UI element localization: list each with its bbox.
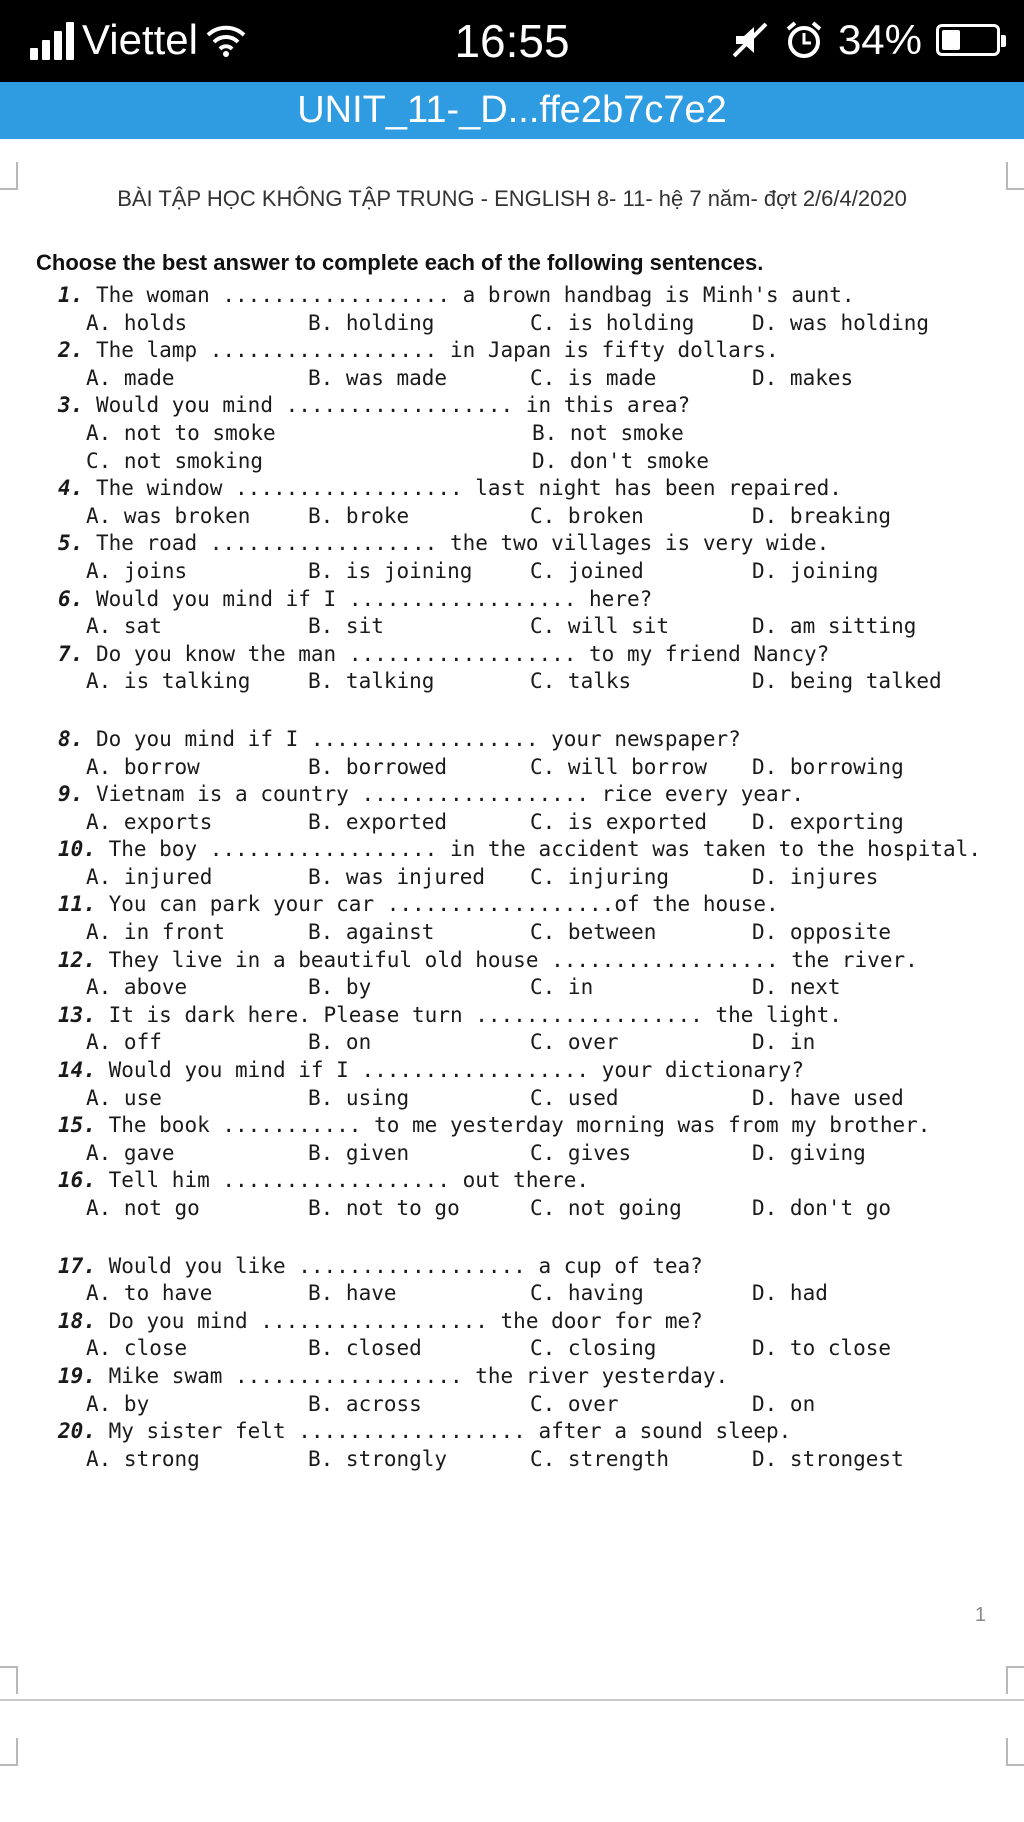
question-text: Do you know the man .................. to my friend Nancy? [95,641,830,666]
answer-option: D. had [752,1281,828,1306]
answer-option: A. not go [86,1196,200,1220]
question-item [58,1057,978,1112]
document-header: BÀI TẬP HỌC KHÔNG TẬP TRUNG - ENGLISH 8- 11- hệ 7 năm- đợt 2/6/4/2020 [117,186,907,211]
answer-option: C. will borrow [530,754,708,779]
question-item [58,1308,978,1363]
question-number: 4. [58,476,84,501]
question-text: Do you mind .................. the door for me? [108,1308,703,1333]
alarm-icon [784,20,824,60]
question-text-line [58,1057,978,1085]
question-item [58,1112,978,1167]
page-corner-mark [1006,1666,1024,1694]
question-number: 11. [58,892,96,917]
question-text: The lamp .................. in Japan is fifty dollars. [95,338,779,363]
question-text: Would you mind if I .................. here? [95,586,653,611]
answer-options [58,310,978,338]
question-text-line [58,1363,978,1391]
answer-options [58,1140,978,1168]
answer-option: C. is exported [530,809,708,834]
answer-option: D. am sitting [752,614,917,639]
answer-option: A. is talking [86,669,251,694]
answer-option: C. not smoking [86,448,264,473]
answer-options [58,974,978,1002]
question-number: 5. [58,531,84,556]
answer-option: C. will sit [530,614,670,639]
answer-option: C. injuring [530,864,670,889]
status-bar [0,0,1024,82]
question-text: Mike swam .................. the river yesterday. [108,1363,729,1388]
answer-option: A. made [86,365,175,390]
answer-option: A. above [86,975,188,1000]
question-number: 7. [58,641,84,666]
answer-option: A. close [86,1336,188,1361]
answer-option: C. over [530,1391,619,1416]
question-text: The road .................. the two villages is very wide. [95,531,830,556]
question-text-line [58,1308,978,1336]
answer-options [58,420,978,475]
question-text: Would you mind if I .................. your dictionary? [108,1058,804,1083]
answer-option: C. used [530,1085,619,1110]
answer-option: A. not to smoke [86,420,276,445]
answer-option: D. next [752,975,841,1000]
answer-option: A. gave [86,1140,175,1165]
battery-fill [942,30,960,50]
question-text: They live in a beautiful old house .................. the river. [108,947,918,972]
section-gap [58,696,978,726]
answer-option: B. was injured [308,864,486,889]
answer-option: A. strong [86,1446,200,1471]
question-text-line [58,1112,978,1140]
section-gap [58,1223,978,1253]
question-text: Tell him .................. out there. [108,1168,590,1193]
answer-option: D. on [752,1391,816,1416]
answer-options [58,1195,978,1223]
question-text: Do you mind if I .................. your newspaper? [95,726,741,751]
answer-option: B. borrowed [308,754,448,779]
answer-option: C. talks [530,669,632,694]
question-text-line [58,337,978,365]
instruction-text: Choose the best answer to complete each of the following sentences. [36,250,764,275]
answer-options [58,365,978,393]
answer-option: B. not smoke [532,420,684,445]
answer-option: A. off [86,1030,162,1055]
question-item [58,1363,978,1418]
question-item [58,1002,978,1057]
question-number: 16. [58,1168,96,1193]
question-text: It is dark here. Please turn .................. the light. [108,1002,842,1027]
answer-option: B. using [308,1085,410,1110]
answer-options [58,864,978,892]
question-text-line [58,392,978,420]
question-item [58,1253,978,1308]
answer-option: B. given [308,1140,410,1165]
mute-icon [730,20,770,60]
question-item [58,475,978,530]
question-item [58,947,978,1002]
answer-option: B. was made [308,365,448,390]
answer-option: D. being talked [752,669,942,694]
question-text: The woman .................. a brown handbag is Minh's aunt. [95,283,855,307]
answer-option: A. by [86,1391,150,1416]
answer-option: C. between [530,920,657,945]
battery-percent: 34% [837,16,922,63]
answer-option: B. exported [308,809,448,834]
answer-option: D. in [752,1030,816,1055]
answer-option: D. don't smoke [532,448,710,473]
answer-option: B. not to go [308,1196,460,1220]
document-title-bar [0,82,1024,139]
answer-option: D. borrowing [752,754,904,779]
question-number: 9. [58,782,84,807]
question-number: 18. [58,1308,96,1333]
answer-option: A. sat [86,614,162,639]
question-text: Vietnam is a country .................. rice every year. [95,782,804,807]
answer-option: A. exports [86,809,213,834]
page-number: 1 [974,1604,986,1626]
question-text-line [58,1167,978,1195]
answer-option: D. injures [752,864,879,889]
answer-option: B. on [308,1030,372,1055]
answer-options [58,503,978,531]
answer-options [58,754,978,782]
question-text-line [58,586,978,614]
answer-options [58,809,978,837]
answer-option: D. joining [752,558,879,583]
answer-option: C. in [530,975,594,1000]
question-item [58,337,978,392]
answer-option: D. makes [752,365,854,390]
answer-option: D. exporting [752,809,904,834]
question-item [58,282,978,337]
answer-option: D. strongest [752,1446,904,1471]
answer-options [58,1085,978,1113]
question-number: 6. [58,586,84,611]
answer-option: B. talking [308,669,435,694]
page-corner-mark [0,1666,18,1694]
question-text-line [58,726,978,754]
answer-options [58,558,978,586]
question-number: 17. [58,1253,96,1278]
answer-option: C. is holding [530,310,695,335]
question-text-line [58,1418,978,1446]
answer-option: A. joins [86,558,188,583]
question-text-line [58,282,978,310]
status-right [730,16,1000,64]
answer-option: D. don't go [752,1196,892,1220]
answer-option: C. closing [530,1336,657,1361]
question-item [58,781,978,836]
question-item [58,392,978,475]
question-item [58,1167,978,1222]
question-list [58,282,981,1473]
answer-option: C. broken [530,503,644,528]
question-item [58,726,978,781]
question-text-line [58,947,978,975]
question-text: You can park your car ..................of the house. [108,892,779,917]
question-item [58,530,978,585]
answer-options [58,613,978,641]
question-item [58,1418,978,1473]
answer-option: A. holds [86,310,188,335]
question-number: 15. [58,1113,96,1138]
answer-options [58,919,978,947]
answer-option: D. was holding [752,310,930,335]
answer-option: A. to have [86,1281,213,1306]
question-item [58,836,981,891]
answer-option: D. to close [752,1336,892,1361]
answer-option: D. have used [752,1085,904,1110]
question-number: 10. [58,837,96,862]
answer-option: C. is made [530,365,657,390]
question-text: Would you mind .................. in this area? [95,393,691,418]
question-number: 13. [58,1002,96,1027]
answer-options [58,1280,978,1308]
question-number: 1. [58,283,84,307]
answer-option: A. injured [86,864,213,889]
answer-option: B. closed [308,1336,422,1361]
answer-option: D. breaking [752,503,892,528]
clock: 16:55 [454,15,570,67]
answer-option: B. sit [308,614,384,639]
question-item [58,586,978,641]
answer-option: B. holding [308,310,435,335]
question-text: The boy .................. in the accident was taken to the hospital. [108,837,981,862]
page-corner-mark [0,1738,18,1766]
battery-icon [936,24,1000,56]
answer-option: B. across [308,1391,422,1416]
answer-option: B. broke [308,503,410,528]
answer-option: A. use [86,1085,162,1110]
question-number: 14. [58,1058,96,1083]
question-text-line [58,1002,978,1030]
question-text: The book ........... to me yesterday morning was from my brother. [108,1113,931,1138]
answer-option: A. was broken [86,503,251,528]
question-text-line [58,836,981,864]
question-text: The window .................. last night has been repaired. [95,476,842,501]
question-text: My sister felt .................. after a sound sleep. [108,1419,792,1444]
page-divider [0,1699,1024,1701]
answer-options [58,1391,978,1419]
question-text-line [58,1253,978,1281]
carrier-name: Viettel [82,16,198,63]
answer-option: A. borrow [86,754,200,779]
answer-option: C. having [530,1281,644,1306]
answer-option: A. in front [86,920,226,945]
question-item [58,891,978,946]
answer-options [58,1029,978,1057]
answer-option: C. joined [530,558,644,583]
question-number: 8. [58,726,84,751]
question-text: Would you like .................. a cup of tea? [108,1253,703,1278]
answer-option: B. by [308,975,372,1000]
answer-option: D. opposite [752,920,892,945]
answer-option: B. have [308,1281,397,1306]
answer-option: B. against [308,920,435,945]
question-text-line [58,891,978,919]
answer-option: D. giving [752,1140,866,1165]
question-number: 12. [58,947,96,972]
answer-option: C. gives [530,1140,632,1165]
answer-options [58,1335,978,1363]
question-number: 3. [58,393,84,418]
answer-option: C. over [530,1030,619,1055]
answer-options [58,668,978,696]
question-number: 2. [58,338,84,363]
answer-option: C. not going [530,1196,682,1220]
question-number: 19. [58,1363,96,1388]
question-item [58,641,978,696]
question-text-line [58,475,978,503]
question-text-line [58,530,978,558]
document-title: UNIT_11-_D...ffe2b7c7e2 [297,89,727,131]
answer-option: B. strongly [308,1446,448,1471]
question-text-line [58,641,978,669]
page-corner-mark [1006,1738,1024,1766]
answer-option: C. strength [530,1446,670,1471]
question-number: 20. [58,1419,96,1444]
question-text-line [58,781,978,809]
answer-options [58,1446,978,1474]
answer-option: B. is joining [308,558,473,583]
